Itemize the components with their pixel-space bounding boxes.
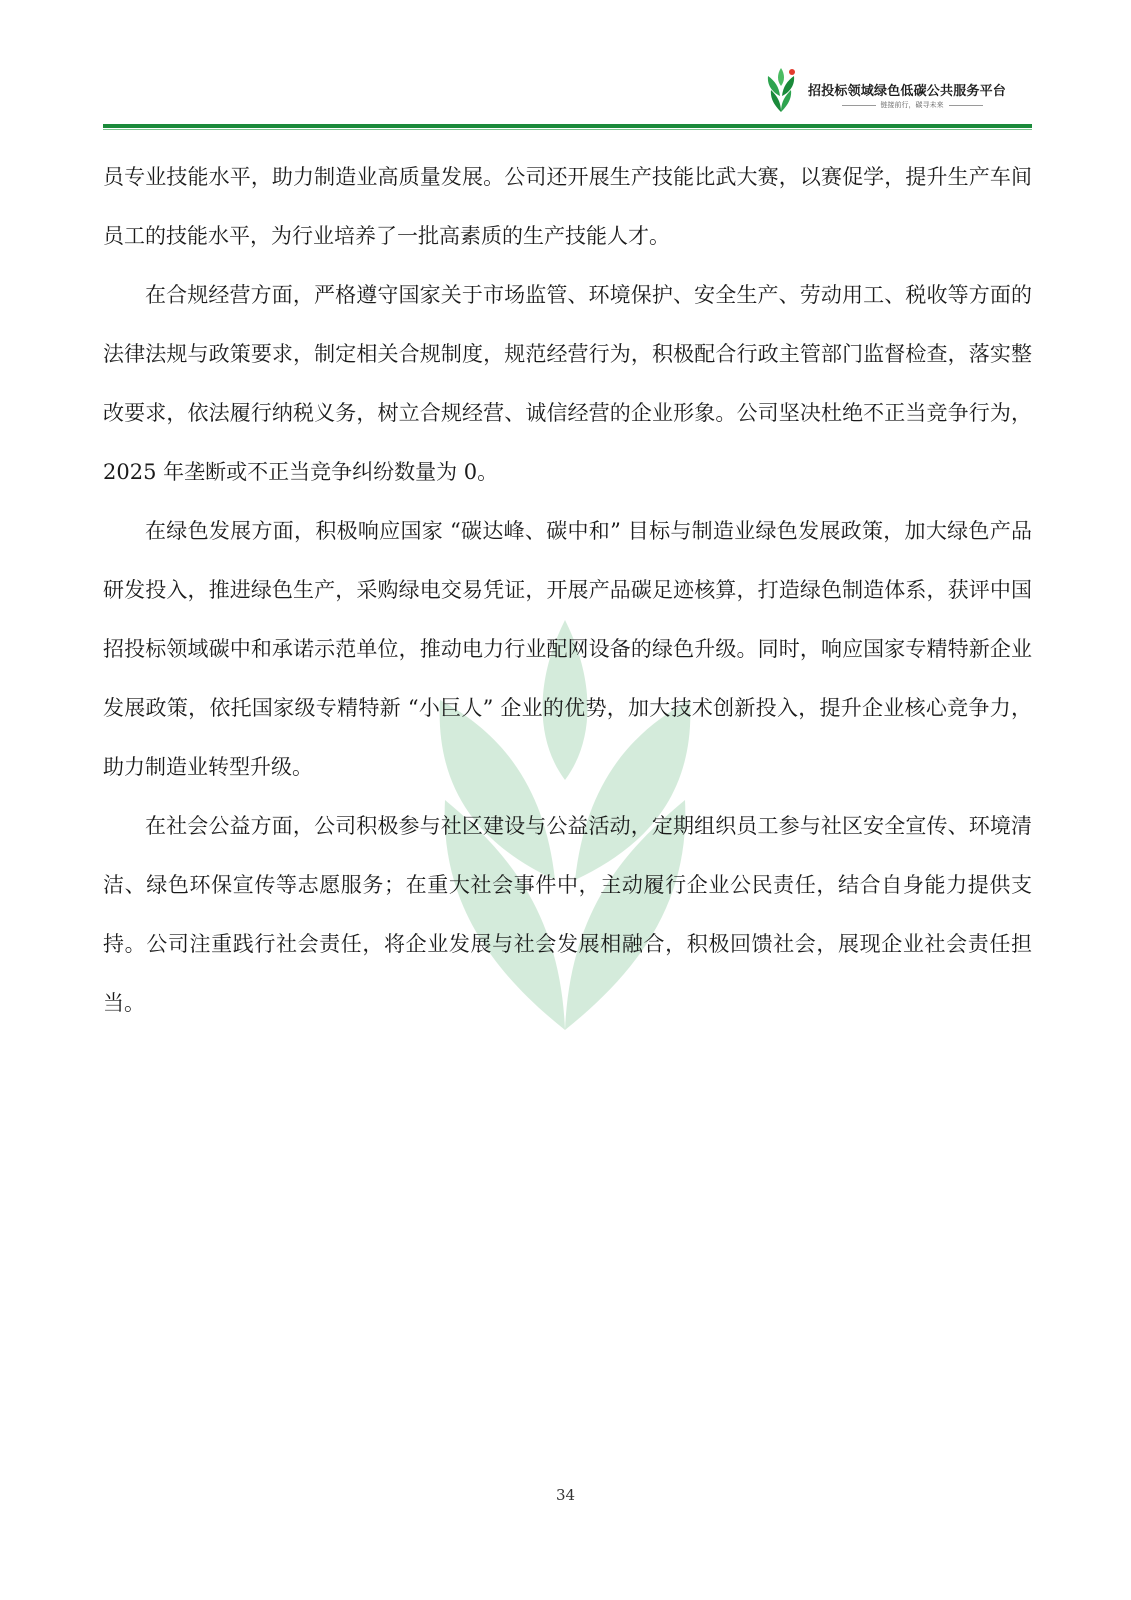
header-divider [103, 124, 1032, 128]
page-number: 34 [555, 1486, 576, 1504]
platform-name: 招投标领域绿色低碳公共服务平台 [808, 84, 1007, 99]
body-text [103, 148, 1032, 1033]
paragraph-compliance: 在合规经营方面，严格遵守国家关于市场监管、环境保护、安全生产、劳动用工、税收等方面的法律法规与政策要求，制定相关合规制度，规范经营行为，积极配合行政主管部门监督检查，落实整改要求，依法履行纳税义务，树立合规经营、诚信经营的企业形象。公司坚决杜绝不正当竞争行为，2025 年垄断或不正当竞争纠纷数量为 0。 [103, 283, 1032, 484]
paragraph-public-welfare: 在社会公益方面，公司积极参与社区建设与公益活动，定期组织员工参与社区安全宣传、环境清洁、绿色环保宣传等志愿服务；在重大社会事件中，主动履行企业公民责任，结合自身能力提供支持。公司注重践行社会责任，将企业发展与社会发展相融合，积极回馈社会，展现企业社会责任担当。 [103, 814, 1032, 1015]
paragraph-employee-skills: 员专业技能水平，助力制造业高质量发展。公司还开展生产技能比武大赛，以赛促学，提升生产车间员工的技能水平，为行业培养了一批高素质的生产技能人才。 [103, 165, 1032, 248]
paragraph-green-development: 在绿色发展方面，积极响应国家 “碳达峰、碳中和” 目标与制造业绿色发展政策，加大绿色产品研发投入，推进绿色生产，采购绿电交易凭证，开展产品碳足迹核算，打造绿色制造体系，获评中国招投标领域碳中和承诺示范单位，推动电力行业配网设备的绿色升级。同时，响应国家专精特新企业发展政策，依托国家级专精特新 “小巨人” 企业的优势，加大技术创新投入，提升企业核心竞争力，助力制造业转型升级。 [103, 519, 1032, 779]
platform-logo-icon [762, 66, 800, 114]
header-divider-thin [103, 129, 1032, 130]
platform-slogan: 链接前行，碳寻未来 [808, 100, 1016, 110]
